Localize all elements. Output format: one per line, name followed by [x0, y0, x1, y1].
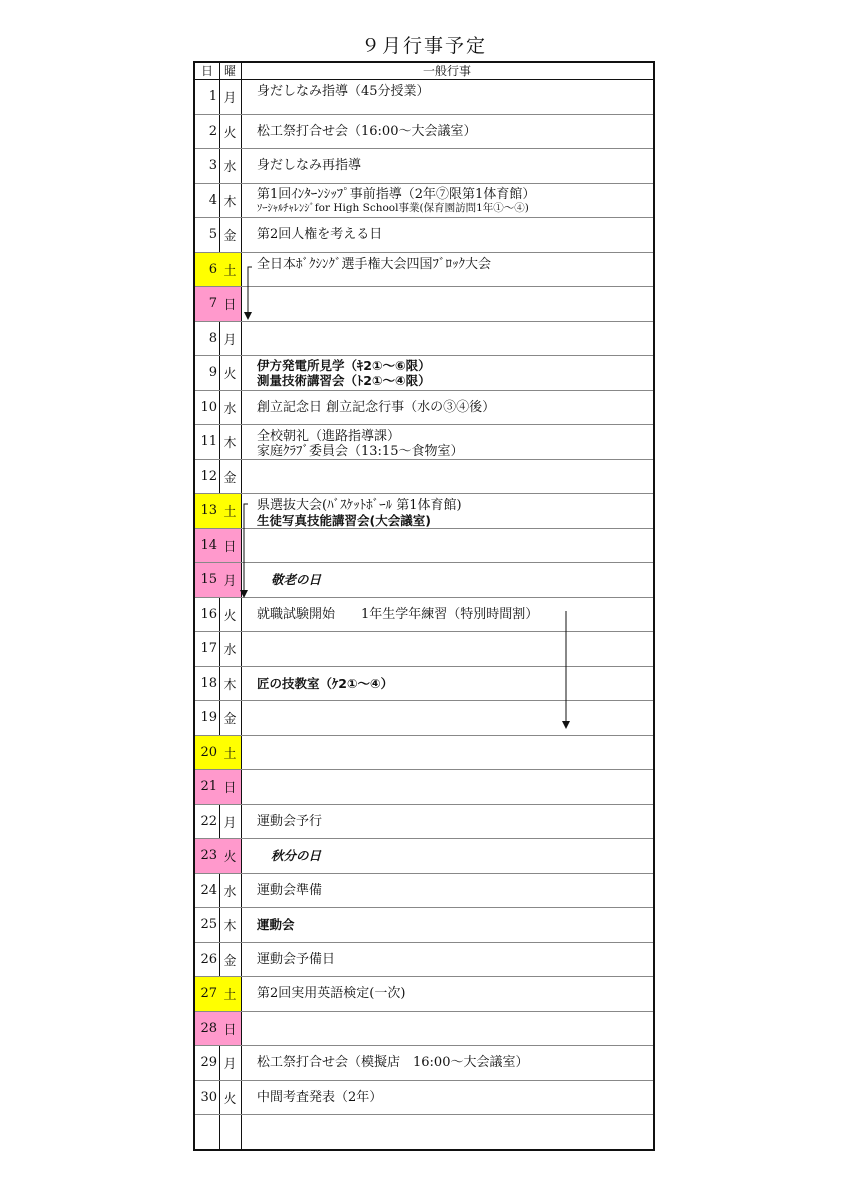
- day-cell: 20: [195, 736, 219, 770]
- event-line: 県選抜大会(ﾊﾞｽｹｯﾄﾎﾞｰﾙ 第1体育館): [257, 498, 462, 513]
- event-line: 運動会準備: [257, 882, 323, 898]
- table-header: [195, 63, 653, 80]
- event-cell: [257, 805, 649, 839]
- event-cell: [257, 908, 649, 942]
- weekday-cell: 日: [219, 770, 241, 804]
- table-row: [195, 977, 653, 1012]
- event-cell: [257, 80, 649, 114]
- day-cell: 16: [200, 606, 217, 622]
- table-row: [195, 667, 653, 702]
- event-cell: [257, 874, 649, 908]
- event-cell: [257, 322, 649, 356]
- table-row: [195, 805, 653, 840]
- weekday-cell: 火: [223, 1091, 237, 1107]
- day-cell: 26: [200, 951, 217, 967]
- event-line: 全日本ﾎﾞｸｼﾝｸﾞ選手権大会四国ﾌﾞﾛｯｸ大会: [257, 256, 492, 272]
- day-cell: 21: [195, 770, 219, 804]
- day-cell: 28: [195, 1012, 219, 1046]
- day-cell: 27: [195, 977, 219, 1011]
- event-cell: [257, 115, 649, 149]
- event-line: 第2回実用英語検定(一次): [257, 986, 406, 1002]
- table-row: [195, 874, 653, 909]
- event-line: 全校朝礼（進路指導課）: [257, 429, 401, 444]
- event-cell: [257, 736, 649, 770]
- table-row: [195, 494, 653, 529]
- weekday-cell: 木: [223, 677, 237, 693]
- event-cell: [257, 977, 649, 1011]
- event-line: ｿｰｼｬﾙﾁｬﾚﾝｼﾞfor High School事業(保育園訪問1年①～④): [257, 201, 529, 214]
- weekday-cell: 火: [223, 608, 237, 624]
- day-cell: 15: [195, 563, 219, 597]
- event-cell: [257, 943, 649, 977]
- day-cell: 8: [208, 330, 217, 346]
- event-cell: [257, 253, 649, 287]
- event-cell: [257, 460, 649, 494]
- event-cell: [257, 701, 649, 735]
- day-cell: 6: [195, 253, 219, 287]
- weekday-cell: 土: [219, 253, 241, 287]
- weekday-cell: 火: [219, 839, 241, 873]
- weekday-cell: 水: [223, 160, 237, 176]
- day-cell: 10: [200, 399, 217, 415]
- event-cell: [257, 218, 649, 252]
- table-row: [195, 322, 653, 357]
- header-weekday: 曜: [223, 64, 236, 78]
- table-row: [195, 770, 653, 805]
- weekday-cell: 月: [219, 563, 241, 597]
- event-line: 第1回ｲﾝﾀｰﾝｼｯﾌﾟ事前指導（2年⑦限第1体育館）: [257, 186, 536, 202]
- table-row: [195, 287, 653, 322]
- table-row: [195, 460, 653, 495]
- event-cell: [257, 1012, 649, 1046]
- weekday-cell: 月: [223, 91, 237, 107]
- table-row: [195, 701, 653, 736]
- header-day: 日: [200, 64, 213, 78]
- weekday-cell: 水: [223, 884, 237, 900]
- day-cell: [195, 1115, 219, 1150]
- event-cell: [257, 1081, 649, 1115]
- event-line: 中間考査発表（2年）: [257, 1089, 383, 1105]
- header-events: 一般行事: [422, 64, 471, 78]
- day-cell: 25: [200, 917, 217, 933]
- table-row: [195, 839, 653, 874]
- event-line: 松工祭打合せ会（模擬店 16:00～大会議室）: [257, 1055, 529, 1071]
- weekday-cell: 金: [223, 712, 237, 728]
- day-cell: 17: [200, 641, 217, 657]
- day-cell: 24: [200, 882, 217, 898]
- weekday-cell: 金: [223, 953, 237, 969]
- weekday-cell: 水: [223, 401, 237, 417]
- table-row: [195, 529, 653, 564]
- event-line: 身だしなみ再指導: [257, 158, 362, 174]
- event-cell: [257, 391, 649, 425]
- table-row: [195, 598, 653, 633]
- event-cell: [257, 494, 649, 528]
- weekday-cell: 日: [219, 1012, 241, 1046]
- day-cell: 19: [200, 710, 217, 726]
- event-cell: [257, 184, 649, 218]
- event-cell: [257, 149, 649, 183]
- day-cell: 29: [200, 1055, 217, 1071]
- table-row: [195, 425, 653, 460]
- event-line: 家庭ｸﾗﾌﾞ委員会（13:15～食物室）: [257, 444, 464, 459]
- event-line: 伊方発電所見学（ｷ2①～⑥限）: [257, 357, 431, 373]
- table-row: [195, 1012, 653, 1047]
- day-cell: 12: [200, 468, 217, 484]
- day-cell: 3: [208, 158, 217, 174]
- event-cell: [257, 356, 649, 390]
- weekday-cell: 土: [219, 736, 241, 770]
- table-row: [195, 943, 653, 978]
- event-cell: [257, 839, 649, 873]
- weekday-cell: 土: [219, 977, 241, 1011]
- weekday-cell: 金: [223, 470, 237, 486]
- weekday-cell: 土: [219, 494, 241, 528]
- table-row: [195, 253, 653, 288]
- event-cell: [257, 425, 649, 459]
- event-line: 運動会: [257, 917, 295, 933]
- day-cell: 23: [195, 839, 219, 873]
- page-title: ９月行事予定: [360, 35, 487, 57]
- weekday-cell: 木: [223, 919, 237, 935]
- day-cell: 2: [208, 123, 217, 139]
- event-cell: [257, 598, 649, 632]
- day-cell: 14: [195, 529, 219, 563]
- event-line: 運動会予行: [257, 813, 323, 829]
- weekday-cell: 金: [223, 229, 237, 245]
- table-row: [195, 115, 653, 150]
- day-cell: 4: [208, 192, 217, 208]
- event-cell: [257, 529, 649, 563]
- event-line: 匠の技教室（ｹ2①～④）: [257, 675, 394, 691]
- event-line: 松工祭打合せ会（16:00～大会議室）: [257, 123, 477, 139]
- day-cell: 9: [208, 365, 217, 381]
- event-line: 創立記念日 創立記念行事（水の③④後）: [257, 399, 496, 415]
- event-cell: [257, 770, 649, 804]
- weekday-cell: 水: [223, 643, 237, 659]
- day-cell: 13: [195, 494, 219, 528]
- table-row: [195, 908, 653, 943]
- table-row: [195, 736, 653, 771]
- event-line: 就職試験開始 1年生学年練習（特別時間割）: [257, 606, 539, 622]
- table-row: [195, 218, 653, 253]
- table-row: [195, 356, 653, 391]
- weekday-cell: 月: [223, 332, 237, 348]
- weekday-cell: 日: [219, 287, 241, 321]
- event-line: 敬老の日: [271, 572, 322, 588]
- weekday-cell: 月: [223, 815, 237, 831]
- day-cell: 1: [208, 89, 217, 105]
- event-cell: [257, 632, 649, 666]
- event-line: 第2回人権を考える日: [257, 227, 383, 243]
- event-cell: [257, 1115, 649, 1150]
- day-cell: 30: [200, 1089, 217, 1105]
- table-row: [195, 149, 653, 184]
- event-line: 生徒写真技能講習会(大会議室): [257, 513, 431, 528]
- table-row: [195, 632, 653, 667]
- table-row: [195, 1115, 653, 1150]
- weekday-cell: [219, 1115, 241, 1150]
- weekday-cell: 日: [219, 529, 241, 563]
- day-cell: 7: [195, 287, 219, 321]
- event-cell: [257, 287, 649, 321]
- day-cell: 22: [200, 813, 217, 829]
- schedule-table: [193, 61, 655, 1151]
- day-cell: 18: [200, 675, 217, 691]
- weekday-cell: 月: [223, 1057, 237, 1073]
- event-cell: [257, 667, 649, 701]
- weekday-cell: 木: [223, 436, 237, 452]
- event-line: 運動会予備日: [257, 951, 336, 967]
- event-line: 秋分の日: [271, 848, 322, 864]
- day-cell: 5: [208, 227, 217, 243]
- day-cell: 11: [200, 434, 217, 450]
- weekday-cell: 火: [223, 367, 237, 383]
- weekday-cell: 火: [223, 125, 237, 141]
- table-row: [195, 1081, 653, 1116]
- table-row: [195, 80, 653, 115]
- table-row: [195, 1046, 653, 1081]
- event-cell: [257, 563, 649, 597]
- table-row: [195, 563, 653, 598]
- event-line: 測量技術講習会（ﾄ2①～④限）: [257, 372, 431, 388]
- weekday-cell: 木: [223, 194, 237, 210]
- table-row: [195, 184, 653, 219]
- table-row: [195, 391, 653, 426]
- event-line: 身だしなみ指導（45分授業）: [257, 84, 430, 99]
- event-cell: [257, 1046, 649, 1080]
